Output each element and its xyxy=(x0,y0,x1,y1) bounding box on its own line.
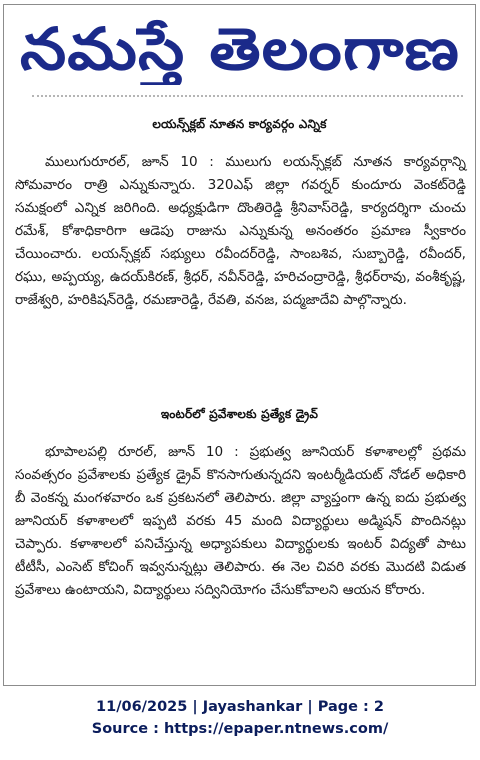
masthead-logo xyxy=(15,9,465,85)
article1-headline: లయన్స్‌క్లబ్ నూతన కార్యవర్గం ఎన్నిక xyxy=(152,117,327,131)
article2-body xyxy=(15,441,466,602)
footer-source: Source : https://epaper.ntnews.com/ xyxy=(91,721,389,737)
footer-date-edition: 11/06/2025 | Jayashankar | Page : 2 xyxy=(96,699,384,715)
article1-paragraph: ములుగురూరల్, జూన్ 10 : ములుగు లయన్స్‌క్లబ్ నూతన కార్యవర్గాన్ని సోమవారం రాత్రి ఎన్నుకున్నారు. 320ఎఫ్ జిల్లా గవర్నర్ కుందూరు వెంకట్‌రెడ్డి సమక్షంలో ఎన్నిక జరిగింది. అధ్యక్షుడిగా దొంతిరెడ్డి శ్రీనివాస్‌రెడ్డి, కార్యదర్శిగా చుంచు రమేశ్, కోశాధికారిగా ఆడెపు రాజును ఎన్నుకున్న అనంతరం ప్రమాణ స్వీకారం చేయించారు. లయన్స్‌క్లబ్ సభ్యులు రవీందర్‌రెడ్డి, సాంబశివ, సుబ్బారెడ్డి, రవీందర్, రఘు, అప్పయ్య, ఉదయ్‌కిరణ్, శ్రీధర్, నవీన్‌రెడ్డి, హరిచంద్రారెడ్డి, శ్రీధర్‌రావు, వంశీకృష్ణ, రాజేశ్వరి, హరికిషన్‌రెడ్డి, రమణారెడ్డి, రేవతి, వనజ, పద్మజాదేవి పాల్గొన్నారు. xyxy=(15,154,466,308)
masthead xyxy=(4,7,475,87)
divider-top xyxy=(32,95,463,97)
article1-body xyxy=(15,151,466,312)
article2-headline: ఇంటర్‌లో ప్రవేశాలకు ప్రత్యేక డ్రైవ్ xyxy=(160,407,319,421)
article2-paragraph: భూపాలపల్లి రూరల్, జూన్ 10 : ప్రభుత్వ జూనియర్ కళాశాలల్లో ప్రథమ సంవత్సరం ప్రవేశాలకు ప్రత్యేక డ్రైవ్ కొనసాగుతున్నదని ఇంటర్మీడియట్ నోడల్ అధికారి బీ వెంకన్న మంగళవారం ఒక ప్రకటనలో తెలిపారు. జిల్లా వ్యాప్తంగా ఉన్న ఐదు ప్రభుత్వ జూనియర్ కళాశాలలో ఇప్పటి వరకు 45 మంది విద్యార్థులు అడ్మిషన్ పొందినట్లు చెప్పారు. కళాశాలలో పనిచేస్తున్న అధ్యాపకులు విద్యార్థులకు ఇంటర్ విద్యతో పాటు టీటీసీ, ఎంసెట్ కోచింగ్ ఇవ్వనున్నట్లు తెలిపారు. ఈ నెల చివరి వరకు మొదటి విడుత ప్రవేశాలు ఉంటాయని, విద్యార్థులు సద్వినియోగం చేసుకోవాలని ఆయన కోరారు. xyxy=(15,444,466,598)
newspaper-clipping xyxy=(3,4,476,686)
masthead-title: నమస్తే తెలంగాణ xyxy=(19,15,408,83)
